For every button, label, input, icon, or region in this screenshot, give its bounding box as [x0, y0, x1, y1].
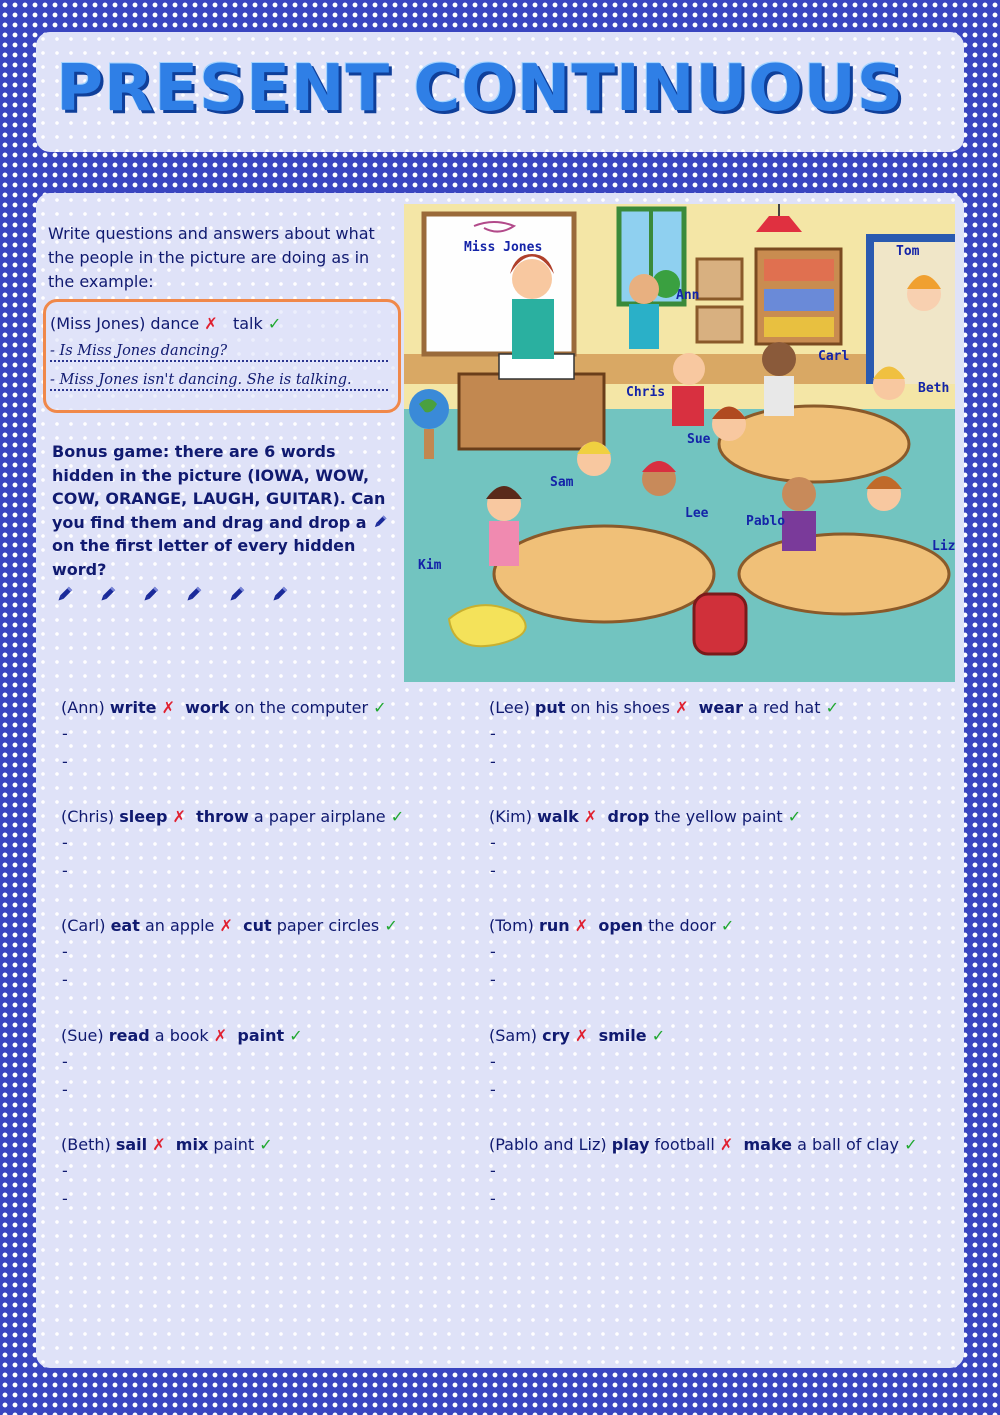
- right-verb: mix: [175, 1134, 209, 1154]
- pencil-icon[interactable]: [184, 585, 203, 604]
- right-rest: paper circles: [271, 916, 380, 936]
- right-verb: work: [185, 698, 230, 717]
- example-box: [43, 299, 401, 413]
- question-answer-line[interactable]: -: [62, 1160, 68, 1180]
- exercise-prompt: [489, 807, 801, 826]
- question-answer-line[interactable]: -: [490, 724, 496, 743]
- example-answer: - Miss Jones isn't dancing. She is talking.: [50, 372, 388, 391]
- wrong-verb: sleep: [119, 807, 168, 827]
- cross-icon: ✗: [574, 916, 589, 936]
- cross-icon: ✗: [219, 916, 233, 936]
- check-icon: ✓: [651, 1025, 666, 1045]
- exercise-prompt: [61, 916, 398, 935]
- bonus-text: Bonus game: there are 6 words hidden in the picture (IOWA, WOW, COW, ORANGE, LAUGH, GUITAR). Can you find them and drag and drop a: [52, 442, 386, 532]
- wrong-verb: eat: [110, 916, 140, 936]
- page-title: PRESENT CONTINUOUS: [56, 52, 904, 126]
- exercise-subject: (Carl): [61, 916, 106, 936]
- pencil-icon[interactable]: [141, 585, 160, 604]
- label-miss-jones: Miss Jones: [464, 240, 543, 255]
- example-subject: (Miss Jones): [50, 314, 146, 333]
- exercise-prompt: [489, 1026, 665, 1045]
- right-rest: on the computer: [229, 698, 369, 717]
- exercise-prompt: [61, 1026, 303, 1045]
- right-rest: the door: [643, 916, 716, 936]
- wrong-verb: put: [534, 698, 566, 717]
- label-ann: Ann: [676, 288, 700, 303]
- check-icon: ✓: [787, 807, 802, 827]
- cross-icon: ✗: [675, 698, 689, 717]
- wrong-verb: read: [108, 1025, 150, 1045]
- example-question: - Is Miss Jones dancing?: [50, 343, 388, 362]
- wrong-verb: play: [611, 1134, 650, 1154]
- wrong-verb: write: [109, 698, 157, 717]
- example-right-verb: talk: [232, 314, 263, 333]
- check-icon: ✓: [373, 698, 387, 717]
- answer-line[interactable]: -: [62, 1188, 68, 1208]
- exercise-prompt: [489, 698, 839, 717]
- label-carl: Carl: [818, 349, 850, 364]
- right-verb: paint: [237, 1025, 285, 1045]
- exercise-subject: (Pablo and Liz): [489, 1134, 607, 1154]
- exercise-subject: (Sam): [489, 1025, 538, 1045]
- example-wrong-verb: dance: [150, 314, 200, 333]
- label-beth: Beth: [918, 381, 950, 396]
- wrong-verb: sail: [115, 1134, 148, 1154]
- check-icon: ✓: [289, 1025, 303, 1045]
- right-verb: make: [743, 1134, 793, 1154]
- wrong-verb: walk: [537, 807, 579, 827]
- check-icon: ✓: [720, 916, 735, 936]
- question-answer-line[interactable]: -: [62, 942, 68, 962]
- exercise-prompt: [61, 807, 404, 826]
- title-panel: [36, 32, 964, 152]
- answer-line[interactable]: -: [62, 752, 68, 771]
- answer-line[interactable]: -: [490, 861, 496, 881]
- pencil-icon[interactable]: [270, 585, 289, 604]
- question-answer-line[interactable]: -: [62, 833, 68, 853]
- label-tom: Tom: [896, 244, 920, 259]
- classroom-illustration: [404, 204, 955, 682]
- exercise-subject: (Sue): [61, 1025, 104, 1045]
- cross-icon: ✗: [152, 1134, 166, 1154]
- question-answer-line[interactable]: -: [490, 1051, 496, 1071]
- classroom-scene: [404, 204, 955, 682]
- check-icon: ✓: [384, 916, 398, 936]
- right-rest: a ball of clay: [792, 1134, 899, 1154]
- label-kim: Kim: [418, 558, 442, 573]
- cross-icon: ✗: [204, 314, 218, 333]
- exercise-subject: (Chris): [61, 807, 115, 827]
- bonus-text-end: on the first letter of every hidden word?: [52, 536, 356, 579]
- question-answer-line[interactable]: -: [62, 1051, 68, 1071]
- example-prompt: [50, 314, 281, 333]
- answer-line[interactable]: -: [490, 1079, 496, 1099]
- exercise-prompt: [489, 1135, 917, 1154]
- pencil-icon[interactable]: [55, 585, 74, 604]
- exercise-prompt: [489, 916, 734, 935]
- cross-icon: ✗: [575, 1025, 589, 1045]
- bonus-instructions: [52, 440, 397, 581]
- cross-icon: ✗: [719, 1134, 734, 1154]
- question-answer-line[interactable]: -: [490, 1160, 496, 1180]
- answer-line[interactable]: -: [62, 1079, 68, 1099]
- answer-line[interactable]: -: [490, 1188, 496, 1208]
- answer-line[interactable]: -: [62, 861, 68, 881]
- exercise-subject: (Tom): [489, 916, 534, 936]
- check-icon: ✓: [390, 807, 405, 827]
- question-answer-line[interactable]: -: [62, 724, 68, 743]
- right-verb: drop: [607, 807, 650, 827]
- exercise-subject: (Ann): [61, 698, 105, 717]
- wrong-rest: an apple: [139, 916, 215, 936]
- wrong-verb: run: [539, 916, 570, 936]
- right-rest: the yellow paint: [649, 807, 783, 827]
- draggable-pencils[interactable]: [55, 585, 289, 604]
- label-sue: Sue: [687, 432, 711, 447]
- cross-icon: ✗: [583, 807, 598, 827]
- pencil-icon[interactable]: [98, 585, 117, 604]
- check-icon: ✓: [825, 698, 839, 717]
- pencil-icon: [372, 514, 388, 530]
- check-icon: ✓: [904, 1134, 918, 1154]
- right-rest: a paper airplane: [248, 807, 386, 827]
- right-verb: cut: [243, 916, 272, 936]
- answer-line[interactable]: -: [490, 752, 496, 771]
- label-chris: Chris: [626, 385, 666, 400]
- exercise-subject: (Kim): [489, 807, 533, 827]
- check-icon: ✓: [267, 314, 282, 333]
- exercise-prompt: [61, 698, 387, 717]
- right-verb: throw: [196, 807, 249, 827]
- check-icon: ✓: [259, 1134, 273, 1154]
- exercise-subject: (Beth): [61, 1134, 111, 1154]
- cross-icon: ✗: [161, 698, 175, 717]
- label-liz: Liz: [932, 539, 955, 554]
- pencil-icon[interactable]: [227, 585, 246, 604]
- right-verb: open: [598, 916, 644, 936]
- wrong-rest: on his shoes: [565, 698, 670, 717]
- question-answer-line[interactable]: -: [490, 942, 496, 962]
- question-answer-line[interactable]: -: [490, 833, 496, 853]
- instructions-text: Write questions and answers about what the people in the picture are doing as in the example:: [48, 224, 375, 291]
- right-rest: a red hat: [742, 698, 821, 717]
- exercise-subject: (Lee): [489, 698, 530, 717]
- label-pablo: Pablo: [746, 514, 786, 529]
- right-verb: wear: [698, 698, 743, 717]
- exercise-prompt: [61, 1135, 273, 1154]
- cross-icon: ✗: [172, 807, 186, 827]
- wrong-rest: football: [649, 1134, 715, 1154]
- right-verb: smile: [598, 1025, 647, 1045]
- wrong-rest: a book: [149, 1025, 209, 1045]
- answer-line[interactable]: -: [490, 970, 496, 990]
- wrong-verb: cry: [542, 1025, 570, 1045]
- cross-icon: ✗: [213, 1025, 228, 1045]
- label-lee: Lee: [685, 506, 709, 521]
- answer-line[interactable]: -: [62, 970, 68, 990]
- right-rest: paint: [208, 1134, 255, 1154]
- label-sam: Sam: [550, 475, 574, 490]
